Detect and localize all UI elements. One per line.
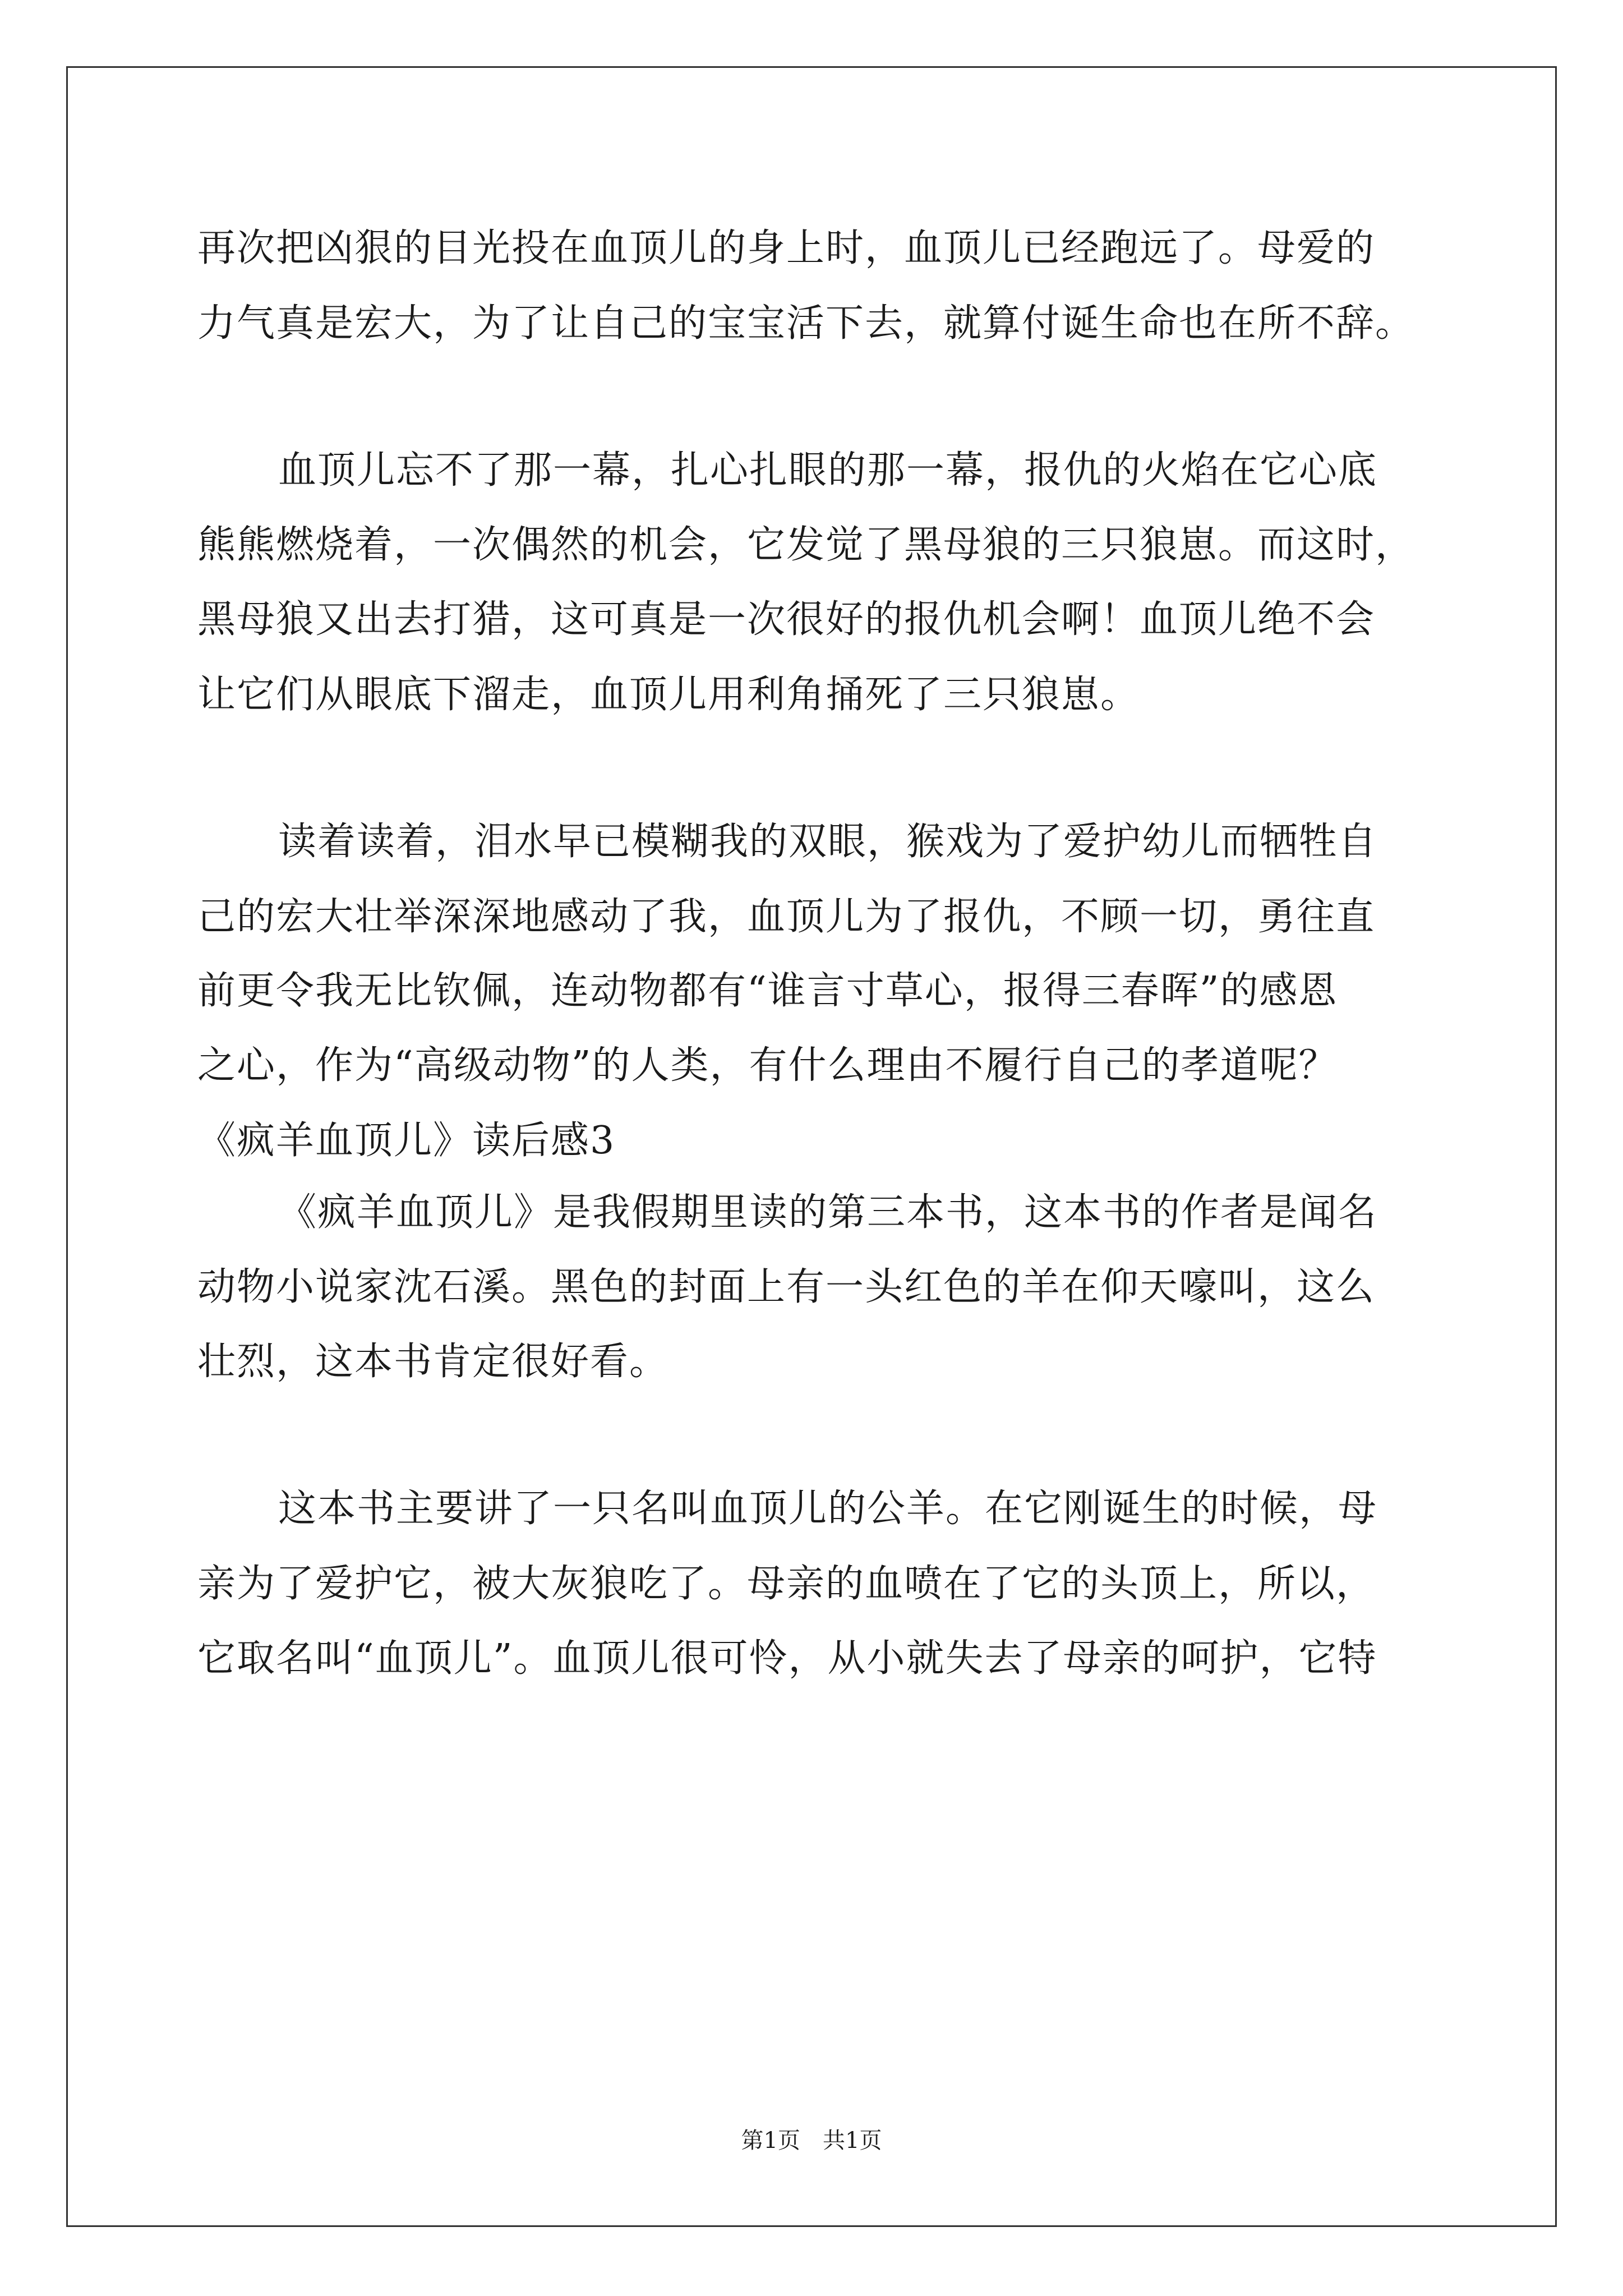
text-line: 力气真是宏大，为了让自己的宝宝活下去，就算付诞生命也在所不辞。	[197, 301, 1415, 346]
text-line: 它取名叫“血顶儿”。血顶儿很可怜，从小就失去了母亲的呵护，它特	[197, 1636, 1377, 1681]
text-line: 前更令我无比钦佩，连动物都有“谁言寸草心，报得三春晖”的感恩	[197, 969, 1338, 1013]
text-line: 黑母狼又出去打猎，这可真是一次很好的报仇机会啊！血顶儿绝不会	[197, 597, 1376, 642]
page-footer: 第1页 共1页	[741, 2128, 882, 2154]
text-line: 之心，作为“高级动物”的人类，有什么理由不履行自己的孝道呢？	[197, 1043, 1338, 1088]
section-heading: 《疯羊血顶儿》读后感3	[197, 1119, 616, 1163]
text-line: 让它们从眼底下溜走，血顶儿用利角捅死了三只狼崽。	[197, 673, 1140, 717]
text-line: 再次把凶狠的目光投在血顶儿的身上时，血顶儿已经跑远了。母爱的	[197, 226, 1376, 270]
text-line: 《疯羊血顶儿》是我假期里读的第三本书，这本书的作者是闻名	[278, 1190, 1378, 1235]
text-line: 己的宏大壮举深深地感动了我，血顶儿为了报仇，不顾一切，勇往直	[197, 895, 1376, 939]
text-line: 这本书主要讲了一只名叫血顶儿的公羊。在它刚诞生的时候，母	[278, 1487, 1378, 1531]
text-line: 熊熊燃烧着，一次偶然的机会，它发觉了黑母狼的三只狼崽。而这时，	[197, 523, 1415, 567]
text-line: 血顶儿忘不了那一幕，扎心扎眼的那一幕，报仇的火焰在它心底	[278, 448, 1378, 493]
text-line: 壮烈，这本书肯定很好看。	[197, 1340, 669, 1384]
text-line: 读着读着，泪水早已模糊我的双眼，猴戏为了爱护幼儿而牺牲自	[278, 820, 1378, 864]
text-line: 动物小说家沈石溪。黑色的封面上有一头红色的羊在仰天嚎叫，这么	[197, 1265, 1376, 1309]
text-line: 亲为了爱护它，被大灰狼吃了。母亲的血喷在了它的头顶上，所以，	[197, 1562, 1376, 1606]
